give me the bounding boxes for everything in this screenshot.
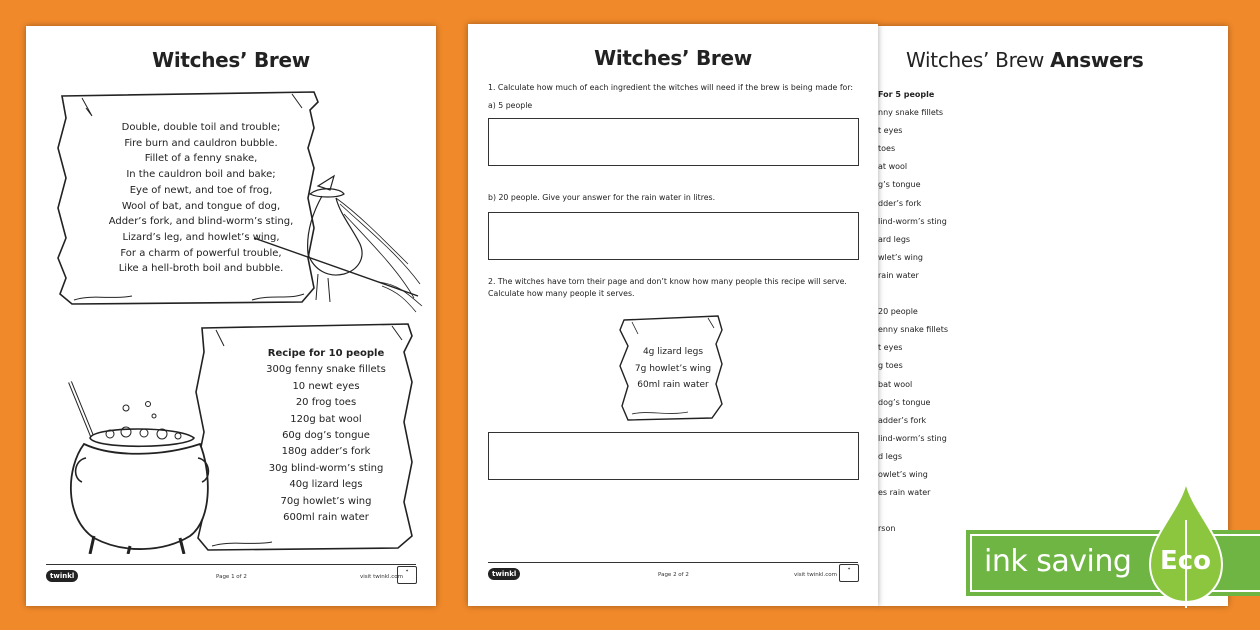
recipe-item: 300g fenny snake fillets <box>266 364 386 376</box>
answer-line: toes <box>878 144 896 154</box>
poem <box>86 120 316 277</box>
poem-line: Fire burn and cauldron bubble. <box>124 137 278 149</box>
answer-line: 20 people <box>878 307 918 317</box>
answer-line: wlet’s wing <box>878 252 923 262</box>
answer-line: bat wool <box>878 379 913 389</box>
quality-badge-icon: ✦ <box>839 564 859 582</box>
answer-line: lind-worm’s sting <box>878 216 947 226</box>
question-1a: a) 5 people <box>488 101 533 110</box>
poem-line: Fillet of a fenny snake, <box>144 153 258 165</box>
answer-line: nny snake fillets <box>878 108 944 118</box>
answer-line: at wool <box>878 162 908 172</box>
cauldron-illustration <box>54 378 222 554</box>
poem-line: Double, double toil and trouble; <box>121 122 281 133</box>
poem-line: Adder’s fork, and blind-worm’s sting, <box>108 216 294 228</box>
torn-item: 60ml rain water <box>637 380 709 390</box>
eco-label: Eco <box>1160 546 1212 576</box>
recipe <box>226 346 426 526</box>
ink-saving-label: ink saving <box>984 544 1132 579</box>
recipe-item: 40g lizard legs <box>289 479 363 491</box>
footer-page-number: Page 2 of 2 <box>658 572 689 578</box>
question-1: 1. Calculate how much of each ingredient the witches will need if the brew is being made for: <box>488 83 854 92</box>
answer-line: d legs <box>878 451 903 461</box>
question-2-line2: Calculate how many people it serves. <box>488 289 635 298</box>
answer-box-1a[interactable] <box>488 118 859 166</box>
answer-line: rain water <box>878 270 919 280</box>
poem-line: For a charm of powerful trouble, <box>120 247 282 259</box>
footer-page-number: Page 1 of 2 <box>216 574 247 580</box>
answer-line: dog’s tongue <box>878 397 931 407</box>
twinkl-logo: twinkl <box>46 570 78 582</box>
recipe-item: 600ml rain water <box>283 512 369 524</box>
footer-url: visit twinkl.com <box>794 572 837 578</box>
quality-badge-icon: ✦ <box>397 566 417 584</box>
recipe-item: 20 frog toes <box>295 397 357 409</box>
answer-line: dder’s fork <box>878 198 922 208</box>
answer-line: adder’s fork <box>878 415 927 425</box>
answer-box-1b[interactable] <box>488 212 859 260</box>
question-2-line1: 2. The witches have torn their page and don’t know how many people this recipe will serve. <box>488 277 847 286</box>
answer-line: owlet’s wing <box>878 469 928 479</box>
answer-line: g’s tongue <box>878 180 921 190</box>
poem-line: Wool of bat, and tongue of dog, <box>121 200 281 212</box>
answer-line: lind-worm’s sting <box>878 433 947 443</box>
answer-line: For 5 people <box>878 90 935 99</box>
poem-line: Lizard’s leg, and howlet’s wing, <box>122 231 280 243</box>
page-title: Witches’ Brew Answers <box>906 48 1144 72</box>
torn-item: 7g howlet’s wing <box>634 363 712 374</box>
page-title: Witches’ Brew <box>594 46 752 70</box>
question-1b: b) 20 people. Give your answer for the rain water in litres. <box>488 193 716 202</box>
answer-line: enny snake fillets <box>878 325 949 335</box>
worksheet-page-1 <box>26 26 436 606</box>
recipe-item: 10 newt eyes <box>292 380 360 392</box>
recipe-heading: Recipe for 10 people <box>267 348 385 359</box>
torn-item: 4g lizard legs <box>642 347 704 357</box>
recipe-item: 30g blind-worm’s sting <box>268 462 384 474</box>
poem-line: Eye of newt, and toe of frog, <box>129 184 273 196</box>
page-title-bold: Answers <box>1050 48 1144 72</box>
answer-list <box>878 86 948 538</box>
answer-line: ard legs <box>878 234 911 244</box>
recipe-item: 180g adder’s fork <box>281 446 371 458</box>
worksheet-page-2 <box>468 24 878 606</box>
eco-droplet-icon <box>1148 480 1224 610</box>
answer-line <box>878 285 948 303</box>
footer-url: visit twinkl.com <box>360 574 403 580</box>
answer-line: es rain water <box>878 488 931 498</box>
answer-line: t eyes <box>878 343 903 353</box>
answer-line: t eyes <box>878 126 903 136</box>
answer-line: rson <box>878 524 896 534</box>
footer-divider <box>488 562 858 563</box>
page-title: Witches’ Brew <box>152 48 310 72</box>
recipe-item: 70g howlet’s wing <box>280 495 372 507</box>
recipe-item: 120g bat wool <box>290 413 362 425</box>
poem-line: In the cauldron boil and bake; <box>126 169 276 181</box>
twinkl-logo: twinkl <box>488 568 520 580</box>
footer-divider <box>46 564 416 565</box>
answer-box-2[interactable] <box>488 432 859 480</box>
recipe-item: 60g dog’s tongue <box>282 430 370 442</box>
torn-page-text <box>618 344 728 394</box>
answer-line <box>878 502 948 520</box>
poem-line: Like a hell-broth boil and bubble. <box>118 263 284 275</box>
answer-line: g toes <box>878 361 903 371</box>
